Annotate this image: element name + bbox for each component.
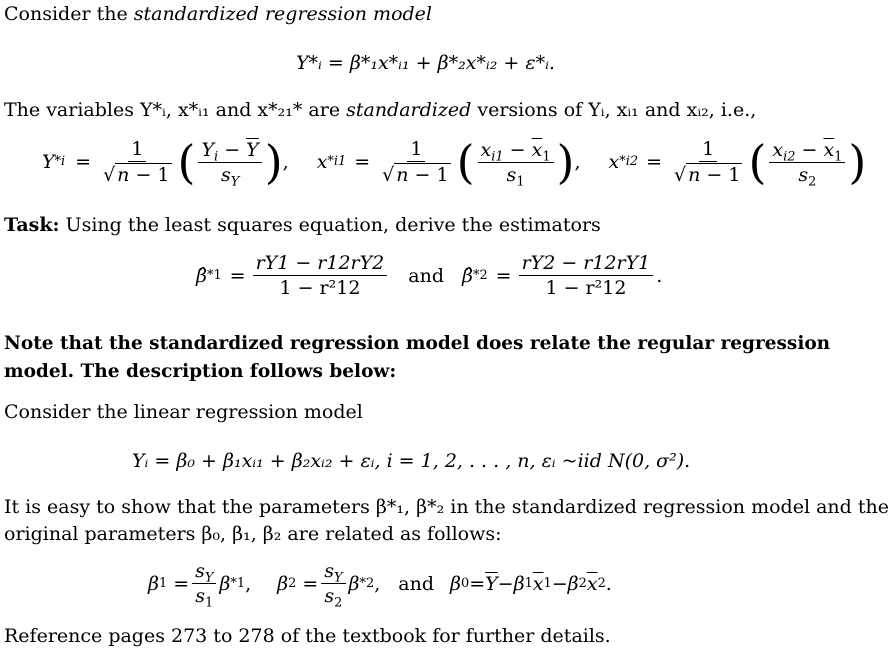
easy-line-1: It is easy to show that the parameters β*₁, β*₂ in the standardized regression model and the <box>4 496 889 518</box>
note-line-2: model. The description follows below: <box>4 361 397 382</box>
consider-linear-line: Consider the linear regression model <box>4 401 363 423</box>
variables-suffix: versions of Yᵢ, xᵢ₁ and xᵢ₂, i.e., <box>471 99 757 121</box>
variables-emph: standardized <box>346 99 472 121</box>
task-text: Using the least squares equation, derive the estimators <box>59 214 601 236</box>
eq1-text: Y*ᵢ = β*₁x*ᵢ₁ + β*₂x*ᵢ₂ + ε*ᵢ. <box>296 52 555 74</box>
estimators-and: and <box>408 264 444 287</box>
b2-denominator: 1 − r²12 <box>545 277 627 299</box>
estimator-formulas: β̂ * 1 = $\frac{rY1 - r12rY2}{\text{1 − r²12}}$ and β̂ * 2 = $\frac{rY2 - r12rY1}{\text{1 − r²12}}$ . <box>196 252 663 299</box>
b1-denominator: 1 − r²12 <box>279 277 361 299</box>
note-line-1: Note that the standardized regression model does relate the regular regression <box>4 333 831 354</box>
intro-line <box>4 2 432 26</box>
b2-numerator: rY2 − r12rY1 <box>519 252 654 276</box>
linear-model-equation: Yᵢ = β₀ + β₁xᵢ₁ + β₂xᵢ₂ + εᵢ, i = 1, 2, . . . , n, εᵢ ~iid N(0, σ²). <box>132 450 691 472</box>
variables-line <box>4 98 756 122</box>
standardization-formulas: Y * i = 1 √ n − 1 ( $\frac{Y_i - \overline{Y}}{s_Y}$ ) , x * i1 = 1 √ n − 1 ( $\frac{x_{i1} - \overline{x}_1}{s_1}$ ) , x * i2 = 1 √ n − 1 ( $\frac{x_{i2} - \overline{x}_1}{s_2}$ ) <box>42 135 867 190</box>
b1-numerator: rY1 − r12rY2 <box>253 252 388 276</box>
task-line <box>4 213 601 237</box>
standardized-model-equation <box>296 50 555 76</box>
easy-line-2: original parameters β₀, β₁, β₂ are related as follows: <box>4 523 502 545</box>
task-label: Task: <box>4 214 60 236</box>
relations-and: and <box>398 572 434 595</box>
variables-prefix: The variables Y*ᵢ, x*ᵢ₁ and x*₂₁* are <box>4 99 347 121</box>
intro-emph: standardized regression model <box>133 3 433 25</box>
reference-line: Reference pages 273 to 278 of the textbook for further details. <box>4 625 611 647</box>
intro-prefix: Consider the <box>4 3 134 25</box>
relation-formulas: β 1 = $\frac{s_Y}{s_1}$ β * 1 , β 2 = $\frac{s_Y}{s_2}$ β * 2 , and β 0 = $\overline{Y}$ − β 1 $\overline{x}$ 1 − β 2 $\overline{x}$ 2 . <box>148 560 612 611</box>
